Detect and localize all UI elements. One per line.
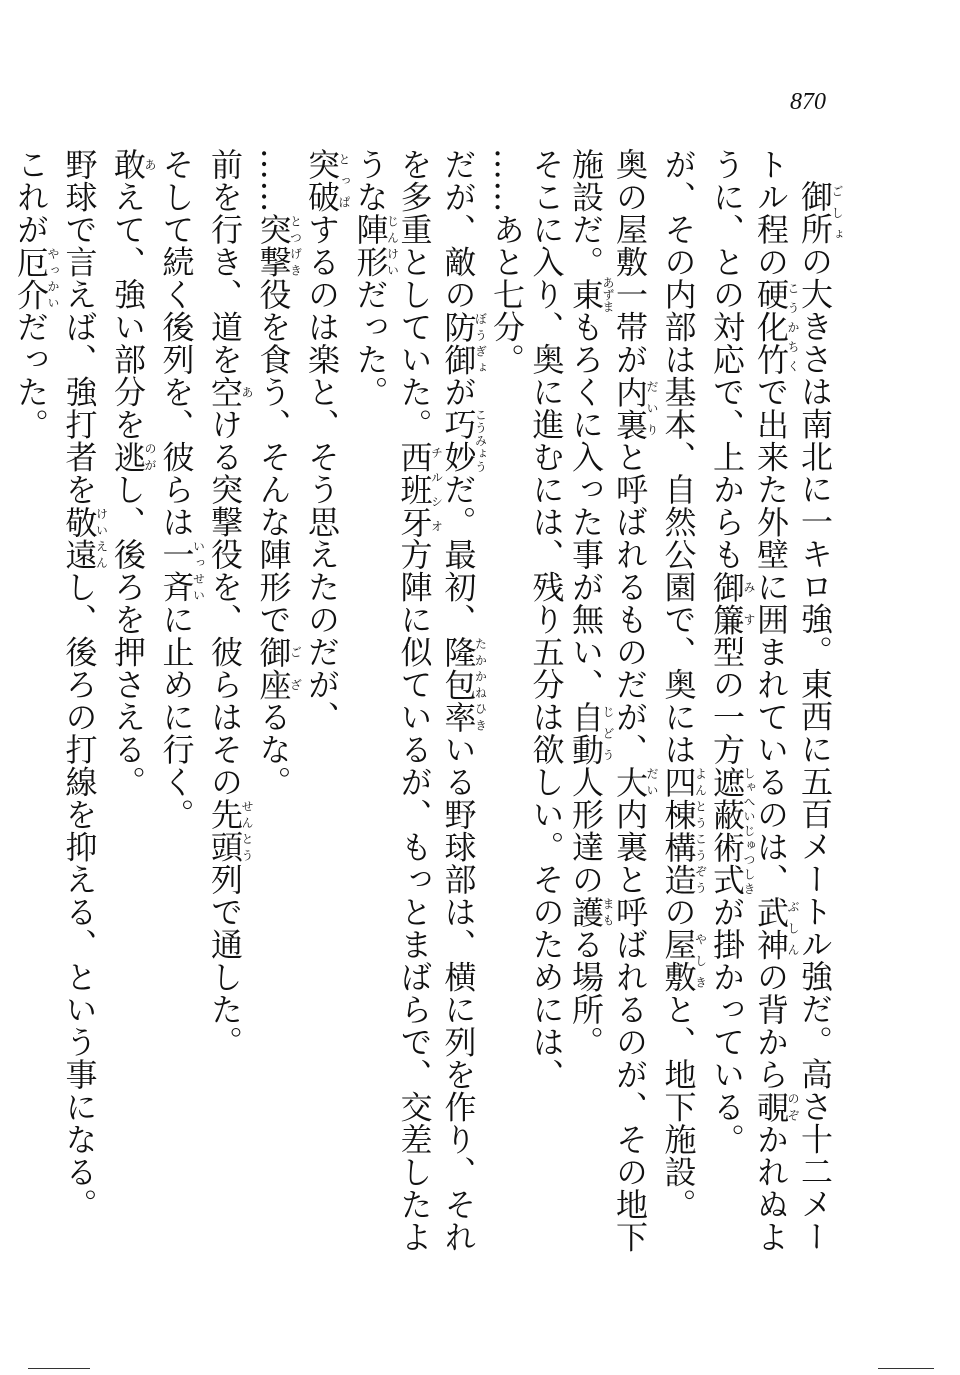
- ruby-word: [796, 180, 844, 245]
- ruby-reading: だい: [645, 765, 659, 798]
- text-run: そこに入り、奥に進むには、残り五分は欲しい。そのためには、: [527, 148, 566, 1091]
- ruby-base: 護: [567, 895, 605, 928]
- ruby-base: 大: [611, 765, 649, 798]
- text-run: ……あと七分。: [488, 148, 526, 376]
- text-run: だ。最初、: [439, 473, 478, 636]
- text-run: 役を食う、そんな陣形で: [254, 278, 293, 636]
- ruby-reading: とつげき: [288, 213, 303, 278]
- ruby-word: [611, 375, 659, 441]
- paragraph: [350, 148, 487, 1268]
- text-run: る場所。: [567, 928, 605, 1058]
- ruby-reading: まも: [601, 895, 615, 928]
- ruby-base: 御座: [254, 635, 293, 701]
- ruby-base: 先頭: [206, 798, 244, 863]
- bottom-rule-left: [28, 1368, 90, 1369]
- ruby-word: [567, 700, 615, 766]
- ruby-base: 御所: [796, 180, 834, 245]
- ruby-base: 巧妙: [439, 408, 478, 473]
- paragraph: [253, 148, 302, 1268]
- ruby-reading: ぶしん: [786, 895, 800, 961]
- ruby-base: 突撃: [254, 213, 293, 278]
- ruby-reading: こうかちく: [786, 278, 800, 376]
- text-run: 方陣に似ているが、もっとまばらで、交差したような: [351, 148, 434, 1253]
- ruby-base: 敢: [109, 148, 147, 181]
- ruby-word: [439, 700, 488, 734]
- ruby-word: [567, 276, 615, 313]
- ruby-word: [752, 1090, 800, 1124]
- ruby-word: [157, 538, 206, 603]
- text-run: るな。: [254, 700, 293, 798]
- ruby-base: 突破: [303, 148, 341, 213]
- ruby-reading: だいり: [645, 375, 659, 441]
- ruby-reading: しゃへいじゅつしき: [742, 765, 756, 896]
- text-run: 列で通した。: [206, 863, 244, 1058]
- ruby-word: [752, 895, 800, 961]
- text-run: が掛かっている。: [708, 895, 746, 1156]
- text-run: 奥の屋敷一帯が: [611, 148, 649, 376]
- ruby-reading: じどう: [601, 700, 615, 766]
- text-run: し、後ろを押さえる。: [109, 473, 147, 798]
- ruby-base: 遮蔽術式: [708, 765, 746, 896]
- text-run: と、地下施設。: [659, 993, 698, 1221]
- ruby-word: [395, 440, 444, 539]
- ruby-word: [206, 375, 254, 409]
- paragraph: [566, 148, 659, 1268]
- ruby-base: 御簾: [708, 570, 746, 636]
- paragraph: [487, 148, 527, 1268]
- ruby-reading: やしき: [693, 928, 708, 993]
- text-run: そして続く後列を、彼らは: [157, 148, 196, 538]
- ruby-base: 空: [206, 375, 244, 408]
- bottom-rule-right: [878, 1368, 934, 1369]
- ruby-base: 東: [567, 276, 605, 313]
- text-run: だが、敵の: [439, 148, 478, 311]
- ruby-word: [752, 278, 800, 376]
- ruby-base: 防御: [439, 310, 478, 376]
- paragraph: [205, 148, 254, 1268]
- ruby-reading: チルシオ: [429, 440, 444, 538]
- paragraph: [59, 148, 108, 1268]
- ruby-word: [659, 765, 708, 896]
- text-run: 内裏と呼ばれるのが、その地下施設だ。: [567, 148, 649, 1253]
- text-run: の背から: [752, 960, 790, 1091]
- ruby-reading: とっぱ: [337, 148, 351, 213]
- text-run: し、後ろの打線を抑える、という事になる。: [60, 570, 99, 1221]
- ruby-base: 隆包: [439, 635, 478, 701]
- ruby-word: [303, 148, 351, 213]
- ruby-word: [206, 798, 254, 863]
- ruby-word: [254, 213, 303, 278]
- ruby-base: 屋敷: [659, 928, 698, 993]
- ruby-reading: こうみょう: [473, 408, 488, 473]
- ruby-base: 厄介: [12, 245, 50, 311]
- ruby-word: [254, 635, 303, 701]
- ruby-base: 率: [439, 700, 478, 733]
- text-run: これが: [12, 148, 50, 246]
- text-run: の: [659, 895, 698, 928]
- paragraph: [11, 148, 60, 1268]
- ruby-base: 陣形: [351, 213, 390, 278]
- paragraph: [526, 148, 566, 1268]
- ruby-word: [708, 570, 756, 636]
- ruby-word: [109, 148, 157, 181]
- text-run: 人形達の: [567, 765, 605, 896]
- ruby-base: 逃: [109, 440, 147, 473]
- ruby-base: 西班牙: [395, 440, 434, 538]
- ruby-base: 武神: [752, 895, 790, 961]
- vertical-text-body: [11, 148, 844, 1268]
- text-run: いる野球部は、横に列を作り、それを多重としていた。: [395, 148, 478, 1253]
- text-run: えて、強い部分を: [109, 180, 147, 441]
- text-run: かれぬように、との対応で、上からも: [708, 148, 790, 1253]
- ruby-reading: ひき: [473, 700, 488, 733]
- ruby-word: [659, 928, 708, 993]
- ruby-reading: じんけい: [385, 213, 400, 278]
- ruby-word: [708, 765, 756, 896]
- ruby-base: 自動: [567, 700, 605, 766]
- ruby-reading: あ: [240, 375, 254, 408]
- ruby-word: [439, 635, 488, 701]
- page-number: 870: [790, 89, 826, 115]
- ruby-reading: のが: [143, 440, 157, 473]
- ruby-reading: のぞ: [786, 1090, 800, 1123]
- text-run: が、その内部は基本、自然公園で、奥には: [659, 148, 698, 766]
- ruby-word: [567, 895, 615, 929]
- paragraph: [156, 148, 205, 1268]
- ruby-reading: ぼうぎょ: [473, 310, 488, 376]
- ruby-reading: あ: [143, 148, 157, 181]
- text-run: ける突撃役を、彼らはその: [206, 408, 244, 798]
- text-run: だった。: [351, 278, 390, 408]
- text-run: と呼ばれるものだが、: [611, 440, 649, 766]
- ruby-base: 内裏: [611, 375, 649, 441]
- ruby-reading: いっせい: [191, 538, 206, 603]
- ruby-word: [12, 245, 60, 311]
- ruby-base: 硬化竹: [752, 278, 790, 376]
- text-run: の大きさは南北に一キロ強。東西に五百メートル強だ。高さ十二メートル程の: [752, 148, 834, 1253]
- text-run: 前を行き、道を: [206, 148, 244, 376]
- text-run: ……: [254, 148, 293, 213]
- paragraph: [658, 148, 707, 1268]
- ruby-reading: けいえん: [94, 505, 109, 571]
- ruby-reading: みす: [742, 570, 756, 636]
- ruby-word: [109, 440, 157, 474]
- ruby-base: 覗: [752, 1090, 790, 1123]
- ruby-word: [60, 505, 109, 571]
- ruby-reading: あずま: [601, 276, 615, 313]
- text-run: 野球で言えば、強打者を: [60, 148, 99, 506]
- ruby-base: 四棟構造: [659, 765, 698, 896]
- ruby-reading: ござ: [288, 635, 303, 701]
- ruby-word: [351, 213, 400, 278]
- text-run: だった。: [12, 310, 50, 441]
- paragraph: [707, 148, 844, 1268]
- ruby-word: [439, 408, 488, 473]
- text-run: もろくに入った事が無い、: [567, 310, 605, 701]
- ruby-reading: たかかね: [473, 635, 488, 701]
- ruby-reading: ごしょ: [830, 180, 844, 245]
- text-run: で出来た外壁に囲まれているのは、: [752, 375, 790, 896]
- ruby-reading: よんとうこうぞう: [693, 765, 708, 896]
- ruby-word: [611, 765, 659, 799]
- ruby-base: 敬遠: [60, 505, 99, 571]
- ruby-word: [439, 310, 488, 376]
- ruby-reading: せんとう: [240, 798, 254, 863]
- text-run: するのは楽と、そう思えたのだが、: [303, 213, 341, 733]
- ruby-base: 一斉: [157, 538, 196, 603]
- paragraph: [108, 148, 157, 1268]
- paragraph: [302, 148, 351, 1268]
- text-run: に止めに行く。: [157, 603, 196, 831]
- text-run: 型の一方: [708, 635, 746, 766]
- ruby-reading: やっかい: [46, 245, 60, 311]
- text-run: が: [439, 375, 478, 408]
